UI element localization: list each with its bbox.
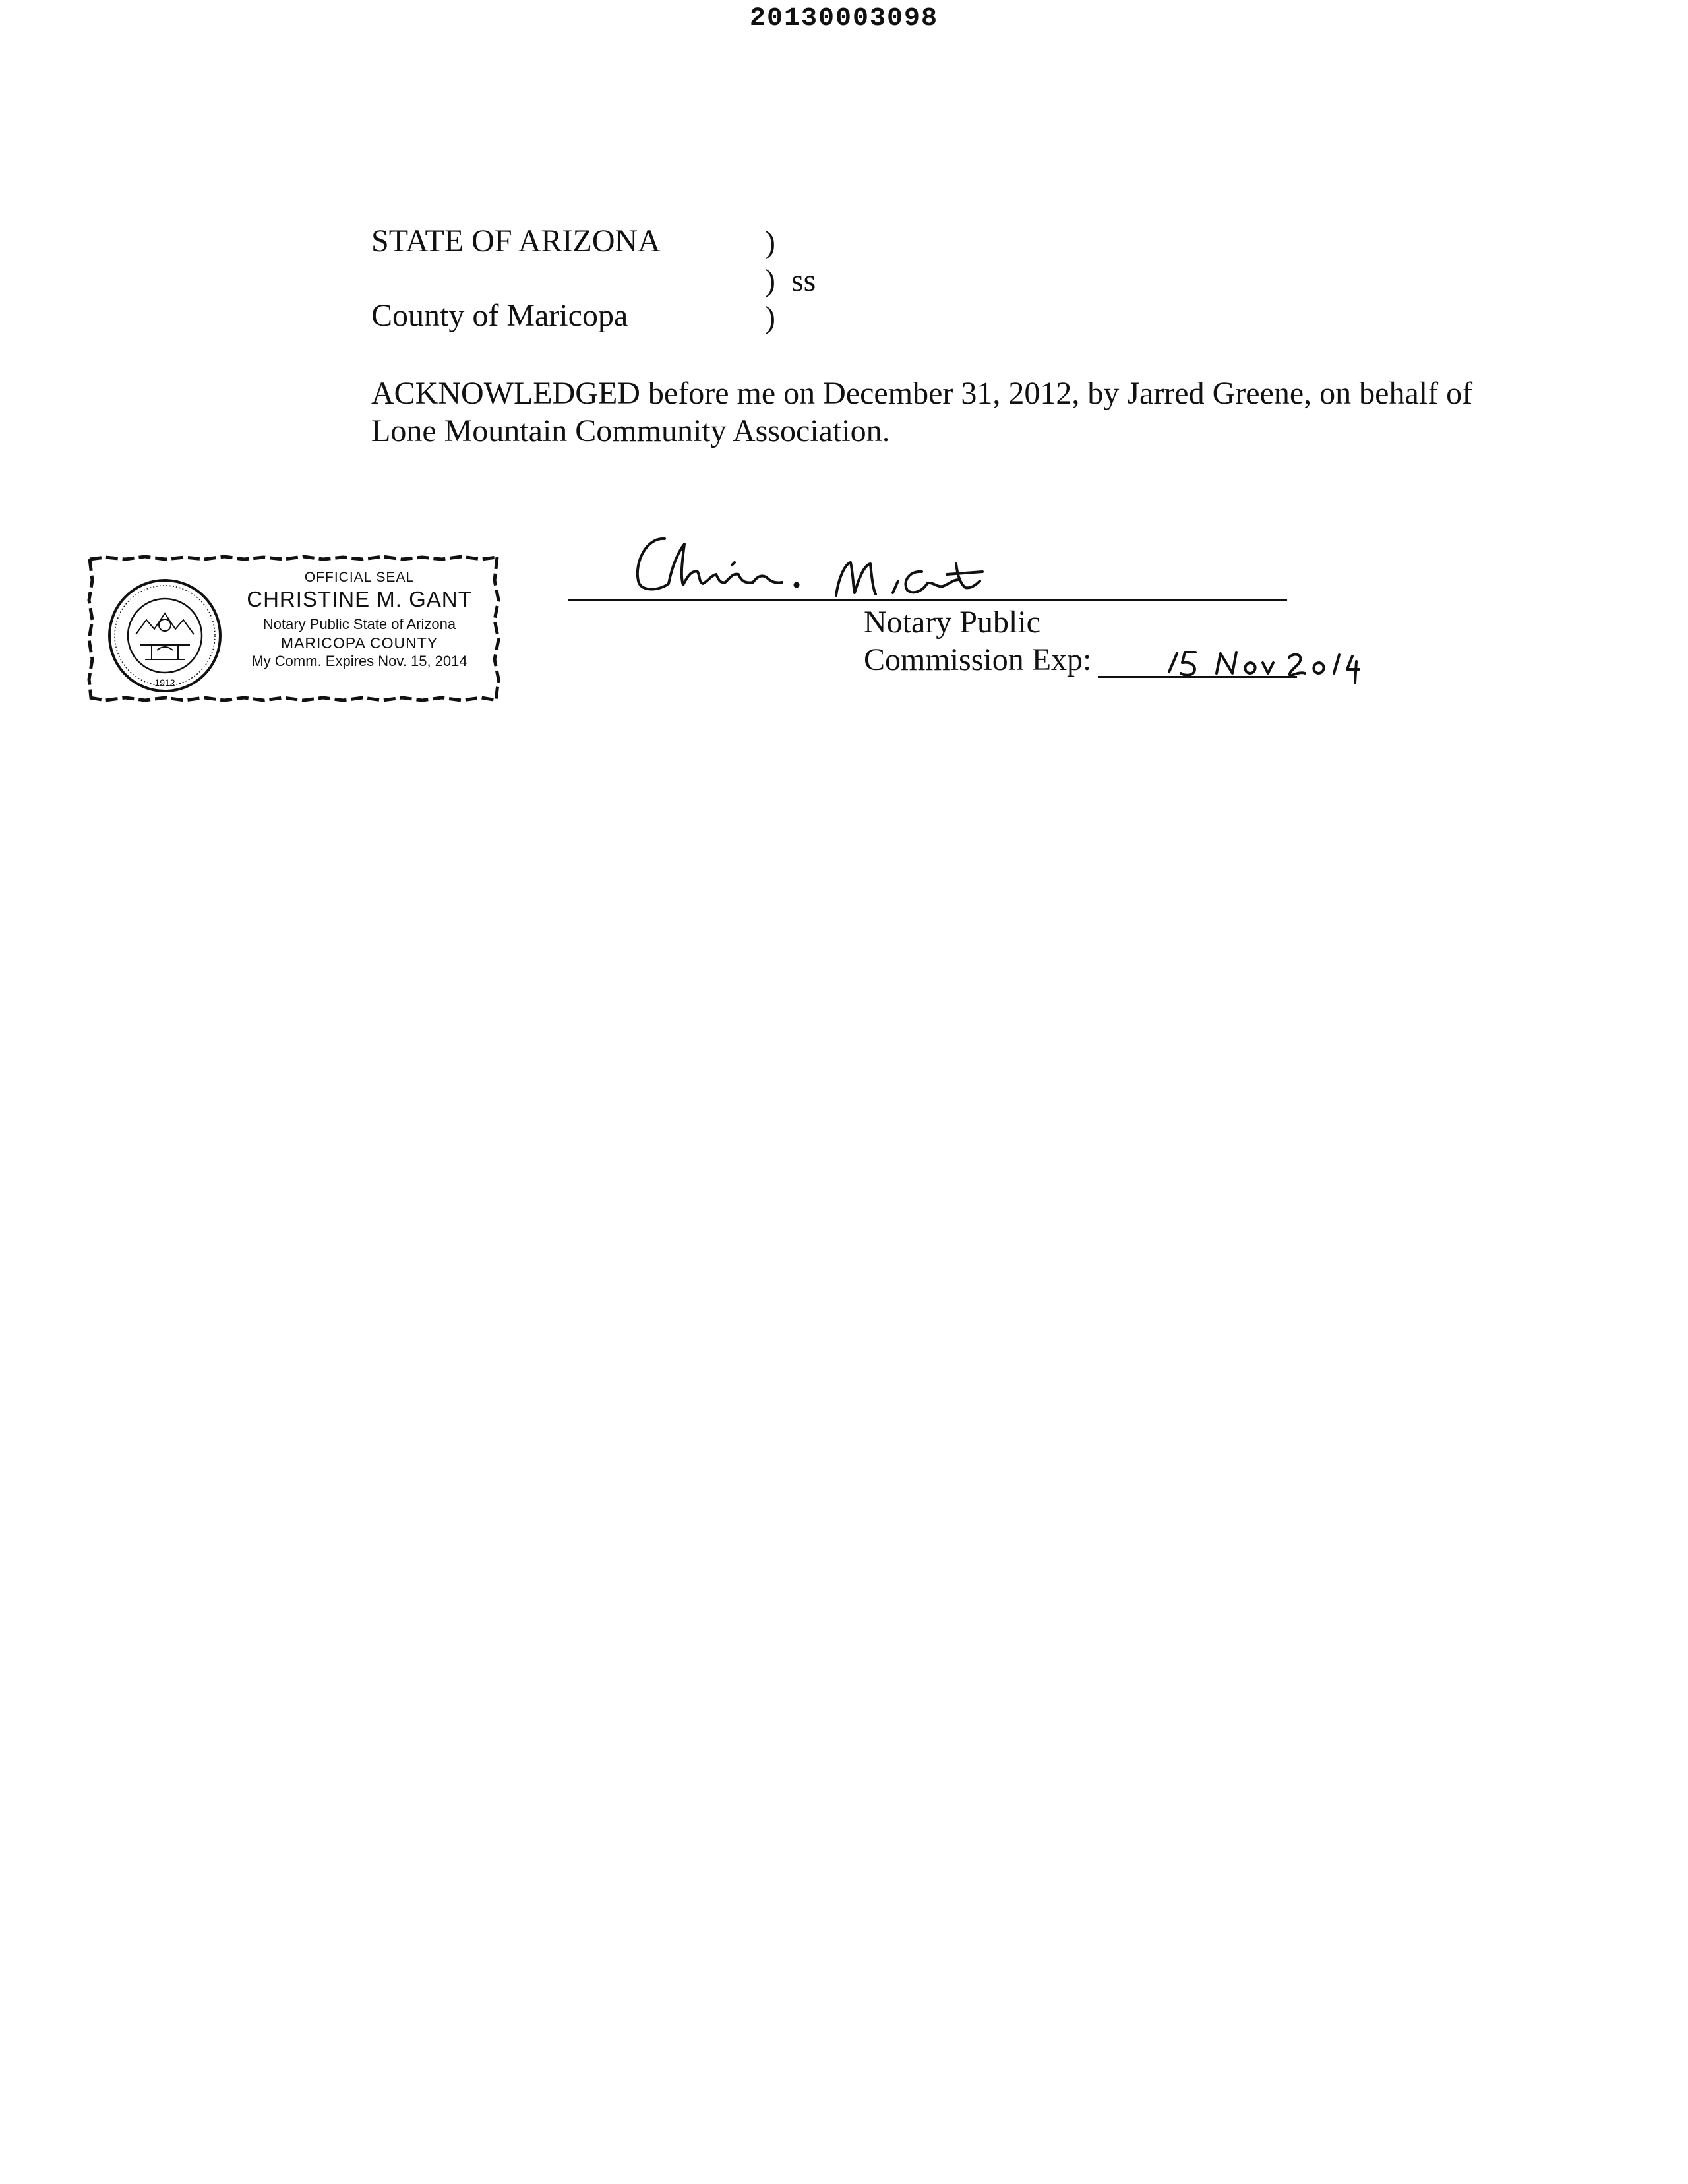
venue-paren-middle: ) <box>765 263 775 298</box>
venue-state: STATE OF ARIZONA <box>371 224 661 258</box>
notary-title: Notary Public <box>864 605 1040 640</box>
arizona-state-seal-icon <box>106 576 224 695</box>
seal-expiry: My Comm. Expires Nov. 15, 2014 <box>251 653 467 669</box>
seal-emblem-year: 1912 <box>154 677 175 688</box>
venue-county: County of Maricopa <box>371 298 628 333</box>
commission-expiration-label: Commission Exp: <box>864 642 1092 677</box>
venue-paren-bottom: ) <box>765 300 775 335</box>
acknowledgment-line-2: Lone Mountain Community Association. <box>371 413 890 448</box>
seal-role: Notary Public State of Arizona <box>262 616 456 632</box>
signature-line <box>568 599 1287 601</box>
document-number: 20130003098 <box>749 4 939 34</box>
handwritten-signature <box>626 524 996 603</box>
seal-county: MARICOPA COUNTY <box>280 634 438 652</box>
venue-ss: ss <box>791 263 816 298</box>
commission-expiration-handwritten <box>1164 643 1362 689</box>
acknowledgment-line-1: ACKNOWLEDGED before me on December 31, 2012, by Jarred Greene, on behalf of <box>371 376 1473 411</box>
notary-seal-stamp <box>86 554 501 702</box>
seal-header: OFFICIAL SEAL <box>304 570 415 585</box>
seal-notary-name: CHRISTINE M. GANT <box>247 587 472 611</box>
venue-paren-top: ) <box>765 225 775 260</box>
